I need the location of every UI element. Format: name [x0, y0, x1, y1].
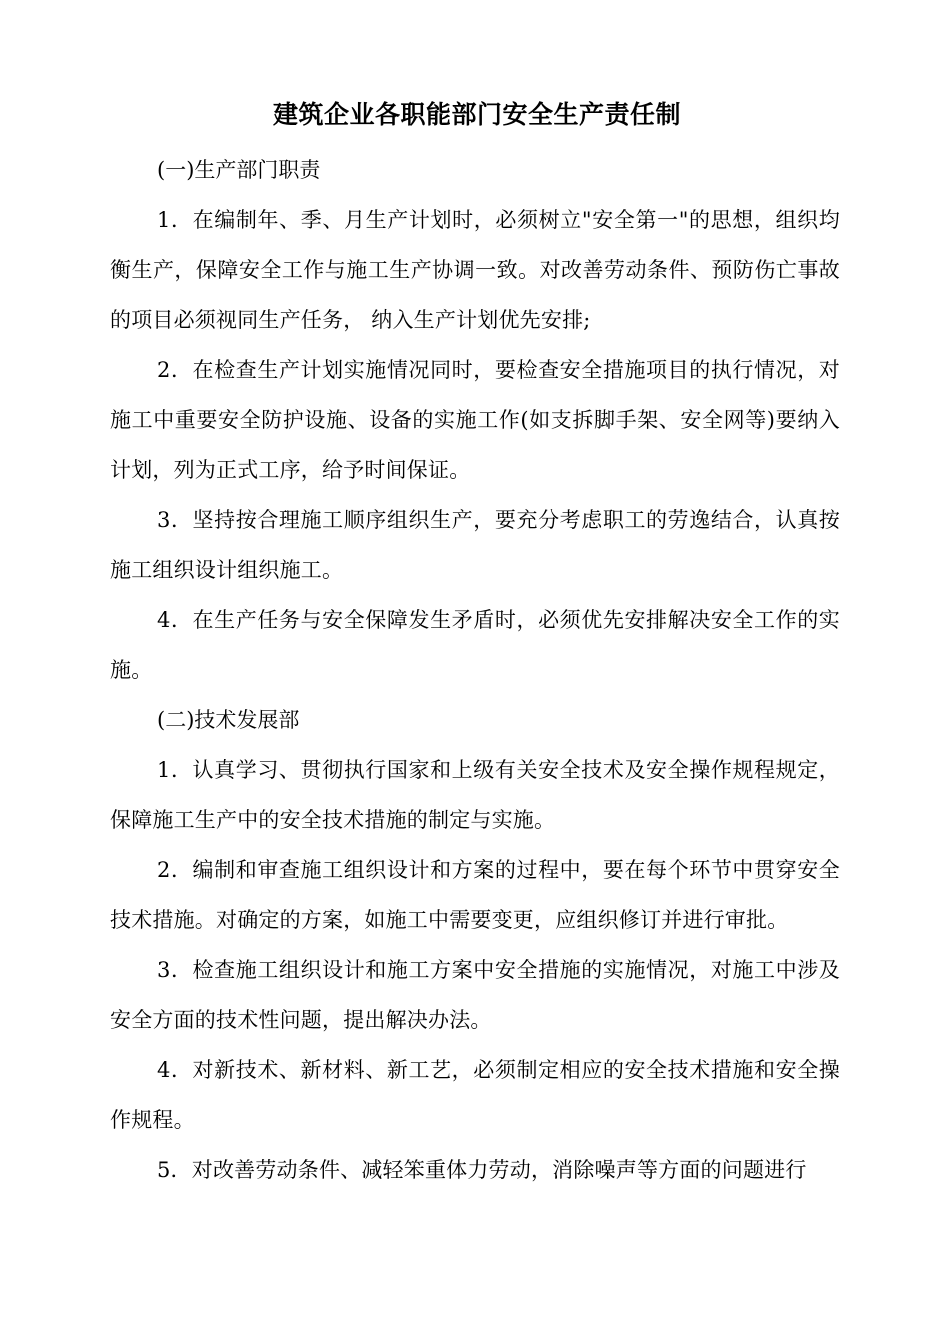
section-heading: (二)技术发展部 [157, 708, 300, 732]
document-title: 建筑企业各职能部门安全生产责任制 [272, 100, 681, 129]
section-technology [110, 695, 840, 1195]
document-body [110, 97, 840, 1195]
paragraph: 5．对改善劳动条件、减轻笨重体力劳动，消除噪声等方面的问题进行 [157, 1158, 807, 1182]
paragraph: 2．在检查生产计划实施情况同时，要检查安全措施项目的执行情况，对施工中重要安全防护设施、设备的实施工作(如支拆脚手架、安全网等)要纳入计划，列为正式工序，给予时间保证。 [110, 358, 840, 482]
paragraph: 3．坚持按合理施工顺序组织生产，要充分考虑职工的劳逸结合，认真按施工组织设计组织施工。 [110, 508, 840, 582]
paragraph: 2．编制和审查施工组织设计和方案的过程中，要在每个环节中贯穿安全技术措施。对确定的方案，如施工中需要变更，应组织修订并进行审批。 [110, 858, 840, 932]
paragraph: 4．对新技术、新材料、新工艺，必须制定相应的安全技术措施和安全操作规程。 [110, 1058, 840, 1132]
paragraph: 1．认真学习、贯彻执行国家和上级有关安全技术及安全操作规程规定，保障施工生产中的安全技术措施的制定与实施。 [110, 758, 840, 832]
section-production [110, 145, 840, 695]
section-heading: (一)生产部门职责 [157, 158, 321, 182]
paragraph: 4．在生产任务与安全保障发生矛盾时，必须优先安排解决安全工作的实施。 [110, 608, 840, 682]
paragraph: 1．在编制年、季、月生产计划时，必须树立"安全第一"的思想，组织均衡生产，保障安全工作与施工生产协调一致。对改善劳动条件、预防伤亡事故的项目必须视同生产任务， 纳入生产计划优先安排; [110, 208, 840, 332]
paragraph: 3．检查施工组织设计和施工方案中安全措施的实施情况，对施工中涉及安全方面的技术性问题，提出解决办法。 [110, 958, 840, 1032]
